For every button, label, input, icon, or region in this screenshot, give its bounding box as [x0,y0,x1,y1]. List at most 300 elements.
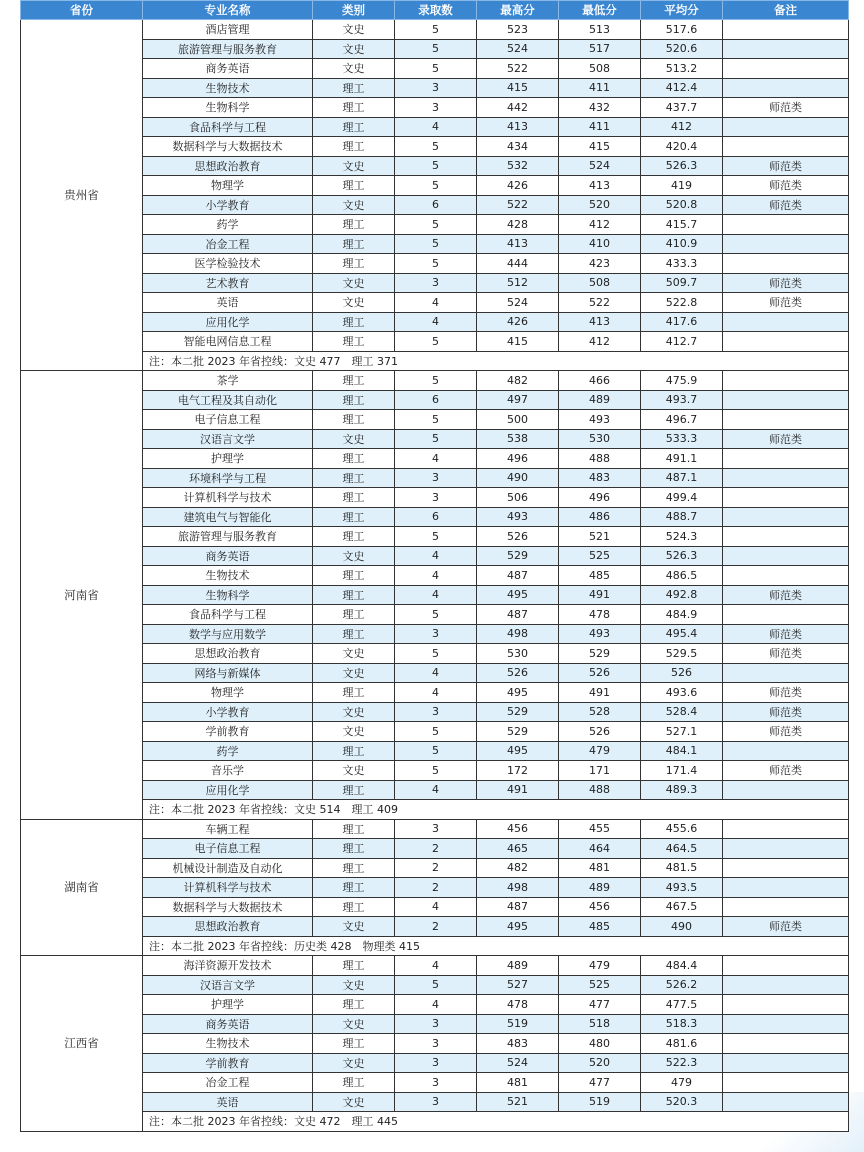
avg-score-cell: 419 [641,176,723,196]
avg-score-cell: 437.7 [641,98,723,118]
min-score-cell: 411 [559,117,641,137]
table-header-row [21,1,849,20]
category-cell: 理工 [313,215,395,235]
category-cell: 理工 [313,605,395,625]
min-score-cell: 526 [559,663,641,683]
remark-cell [723,858,849,878]
remark-cell: 师范类 [723,917,849,937]
category-cell: 文史 [313,20,395,40]
category-cell: 理工 [313,449,395,469]
min-score-cell: 513 [559,20,641,40]
remark-cell [723,975,849,995]
avg-score-cell: 487.1 [641,468,723,488]
max-score-cell: 498 [477,878,559,898]
province-cell: 江西省 [21,956,143,1132]
min-score-cell: 413 [559,176,641,196]
category-cell: 文史 [313,722,395,742]
max-score-cell: 538 [477,429,559,449]
remark-cell [723,605,849,625]
max-score-cell: 506 [477,488,559,508]
major-cell: 应用化学 [143,780,313,800]
category-cell: 理工 [313,1034,395,1054]
max-score-cell: 478 [477,995,559,1015]
admitted-cell: 2 [395,858,477,878]
remark-cell [723,215,849,235]
avg-score-cell: 522.3 [641,1053,723,1073]
admitted-cell: 4 [395,449,477,469]
min-score-cell: 488 [559,449,641,469]
min-score-cell: 412 [559,215,641,235]
admitted-cell: 4 [395,780,477,800]
max-score-cell: 481 [477,1073,559,1093]
table-row [21,722,849,742]
table-row [21,975,849,995]
min-score-cell: 412 [559,332,641,352]
max-score-cell: 496 [477,449,559,469]
note-row [21,1112,849,1132]
note-row [21,351,849,371]
max-score-cell: 415 [477,332,559,352]
header-min-score: 最低分 [559,1,641,20]
table-row [21,663,849,683]
avg-score-cell: 527.1 [641,722,723,742]
remark-cell [723,20,849,40]
remark-cell: 师范类 [723,722,849,742]
avg-score-cell: 433.3 [641,254,723,274]
admitted-cell: 3 [395,1053,477,1073]
remark-cell: 师范类 [723,195,849,215]
admitted-cell: 5 [395,527,477,547]
remark-cell [723,897,849,917]
major-cell: 网络与新媒体 [143,663,313,683]
admitted-cell: 5 [395,59,477,79]
avg-score-cell: 528.4 [641,702,723,722]
max-score-cell: 172 [477,761,559,781]
max-score-cell: 524 [477,39,559,59]
note-row [21,936,849,956]
major-cell: 学前教育 [143,722,313,742]
remark-cell [723,449,849,469]
admitted-cell: 3 [395,1014,477,1034]
admitted-cell: 5 [395,215,477,235]
avg-score-cell: 491.1 [641,449,723,469]
max-score-cell: 415 [477,78,559,98]
category-cell: 理工 [313,956,395,976]
category-cell: 理工 [313,878,395,898]
major-cell: 计算机科学与技术 [143,878,313,898]
avg-score-cell: 475.9 [641,371,723,391]
admitted-cell: 5 [395,429,477,449]
min-score-cell: 491 [559,585,641,605]
avg-score-cell: 518.3 [641,1014,723,1034]
min-score-cell: 415 [559,137,641,157]
admitted-cell: 3 [395,702,477,722]
avg-score-cell: 526.2 [641,975,723,995]
min-score-cell: 525 [559,546,641,566]
major-cell: 英语 [143,1092,313,1112]
avg-score-cell: 477.5 [641,995,723,1015]
remark-cell [723,780,849,800]
remark-cell: 师范类 [723,293,849,313]
table-row [21,819,849,839]
min-score-cell: 423 [559,254,641,274]
remark-cell [723,566,849,586]
category-cell: 文史 [313,761,395,781]
remark-cell: 师范类 [723,683,849,703]
major-cell: 思想政治教育 [143,156,313,176]
major-cell: 茶学 [143,371,313,391]
remark-cell [723,1073,849,1093]
min-score-cell: 171 [559,761,641,781]
admitted-cell: 5 [395,371,477,391]
max-score-cell: 434 [477,137,559,157]
category-cell: 理工 [313,410,395,430]
category-cell: 理工 [313,371,395,391]
min-score-cell: 479 [559,741,641,761]
remark-cell [723,39,849,59]
category-cell: 理工 [313,624,395,644]
remark-cell [723,254,849,274]
header-category: 类别 [313,1,395,20]
major-cell: 环境科学与工程 [143,468,313,488]
cutoff-note: 注：本二批 2023 年省控线：文史 477 理工 371 [143,351,849,371]
table-row [21,644,849,664]
remark-cell [723,527,849,547]
max-score-cell: 521 [477,1092,559,1112]
max-score-cell: 529 [477,722,559,742]
admitted-cell: 5 [395,975,477,995]
major-cell: 商务英语 [143,1014,313,1034]
major-cell: 计算机科学与技术 [143,488,313,508]
avg-score-cell: 495.4 [641,624,723,644]
min-score-cell: 491 [559,683,641,703]
category-cell: 文史 [313,1053,395,1073]
major-cell: 生物科学 [143,98,313,118]
min-score-cell: 477 [559,995,641,1015]
category-cell: 理工 [313,488,395,508]
min-score-cell: 485 [559,566,641,586]
max-score-cell: 519 [477,1014,559,1034]
major-cell: 音乐学 [143,761,313,781]
remark-cell [723,819,849,839]
major-cell: 数据科学与大数据技术 [143,137,313,157]
max-score-cell: 532 [477,156,559,176]
max-score-cell: 491 [477,780,559,800]
admitted-cell: 5 [395,741,477,761]
category-cell: 理工 [313,332,395,352]
avg-score-cell: 486.5 [641,566,723,586]
min-score-cell: 524 [559,156,641,176]
table-row [21,546,849,566]
avg-score-cell: 484.1 [641,741,723,761]
min-score-cell: 410 [559,234,641,254]
major-cell: 生物技术 [143,1034,313,1054]
avg-score-cell: 522.8 [641,293,723,313]
max-score-cell: 493 [477,507,559,527]
table-row [21,605,849,625]
admitted-cell: 4 [395,995,477,1015]
table-row [21,195,849,215]
category-cell: 文史 [313,663,395,683]
major-cell: 冶金工程 [143,234,313,254]
min-score-cell: 489 [559,390,641,410]
table-row [21,917,849,937]
remark-cell [723,468,849,488]
admitted-cell: 5 [395,761,477,781]
major-cell: 药学 [143,741,313,761]
category-cell: 文史 [313,975,395,995]
table-row [21,156,849,176]
category-cell: 理工 [313,468,395,488]
avg-score-cell: 526.3 [641,156,723,176]
remark-cell: 师范类 [723,156,849,176]
admission-score-table [20,0,849,1132]
min-score-cell: 489 [559,878,641,898]
max-score-cell: 527 [477,975,559,995]
max-score-cell: 487 [477,605,559,625]
admitted-cell: 3 [395,1073,477,1093]
category-cell: 理工 [313,741,395,761]
min-score-cell: 464 [559,839,641,859]
max-score-cell: 524 [477,293,559,313]
remark-cell [723,741,849,761]
table-row [21,449,849,469]
remark-cell: 师范类 [723,176,849,196]
admitted-cell: 4 [395,683,477,703]
remark-cell [723,371,849,391]
avg-score-cell: 493.5 [641,878,723,898]
min-score-cell: 481 [559,858,641,878]
major-cell: 商务英语 [143,59,313,79]
avg-score-cell: 415.7 [641,215,723,235]
major-cell: 食品科学与工程 [143,605,313,625]
avg-score-cell: 412.4 [641,78,723,98]
max-score-cell: 529 [477,546,559,566]
min-score-cell: 480 [559,1034,641,1054]
category-cell: 文史 [313,917,395,937]
major-cell: 护理学 [143,995,313,1015]
remark-cell: 师范类 [723,273,849,293]
admitted-cell: 4 [395,566,477,586]
min-score-cell: 526 [559,722,641,742]
avg-score-cell: 455.6 [641,819,723,839]
min-score-cell: 530 [559,429,641,449]
major-cell: 思想政治教育 [143,644,313,664]
cutoff-note: 注：本二批 2023 年省控线：文史 514 理工 409 [143,800,849,820]
min-score-cell: 456 [559,897,641,917]
major-cell: 数据科学与大数据技术 [143,897,313,917]
category-cell: 理工 [313,137,395,157]
admitted-cell: 6 [395,390,477,410]
category-cell: 文史 [313,1014,395,1034]
admitted-cell: 5 [395,644,477,664]
category-cell: 理工 [313,897,395,917]
max-score-cell: 524 [477,1053,559,1073]
table-row [21,39,849,59]
min-score-cell: 413 [559,312,641,332]
admitted-cell: 6 [395,195,477,215]
min-score-cell: 508 [559,273,641,293]
table-row [21,527,849,547]
avg-score-cell: 467.5 [641,897,723,917]
admitted-cell: 4 [395,585,477,605]
major-cell: 药学 [143,215,313,235]
avg-score-cell: 524.3 [641,527,723,547]
table-row [21,839,849,859]
remark-cell [723,839,849,859]
admitted-cell: 3 [395,98,477,118]
max-score-cell: 529 [477,702,559,722]
remark-cell [723,1053,849,1073]
category-cell: 文史 [313,273,395,293]
category-cell: 理工 [313,858,395,878]
table-row [21,234,849,254]
major-cell: 小学教育 [143,195,313,215]
max-score-cell: 426 [477,176,559,196]
category-cell: 文史 [313,39,395,59]
category-cell: 理工 [313,839,395,859]
table-row [21,878,849,898]
major-cell: 生物技术 [143,78,313,98]
max-score-cell: 483 [477,1034,559,1054]
admitted-cell: 4 [395,293,477,313]
table-row [21,215,849,235]
max-score-cell: 495 [477,741,559,761]
admitted-cell: 3 [395,819,477,839]
avg-score-cell: 412 [641,117,723,137]
min-score-cell: 432 [559,98,641,118]
table-row [21,98,849,118]
admitted-cell: 4 [395,546,477,566]
table-row [21,761,849,781]
remark-cell: 师范类 [723,761,849,781]
avg-score-cell: 529.5 [641,644,723,664]
table-body [21,20,849,1132]
max-score-cell: 526 [477,527,559,547]
category-cell: 理工 [313,683,395,703]
category-cell: 文史 [313,156,395,176]
major-cell: 食品科学与工程 [143,117,313,137]
category-cell: 理工 [313,390,395,410]
max-score-cell: 498 [477,624,559,644]
remark-cell: 师范类 [723,429,849,449]
table-row [21,390,849,410]
remark-cell [723,117,849,137]
avg-score-cell: 484.4 [641,956,723,976]
min-score-cell: 411 [559,78,641,98]
major-cell: 电气工程及其自动化 [143,390,313,410]
remark-cell [723,390,849,410]
min-score-cell: 488 [559,780,641,800]
note-row [21,800,849,820]
min-score-cell: 517 [559,39,641,59]
major-cell: 学前教育 [143,1053,313,1073]
remark-cell [723,312,849,332]
max-score-cell: 522 [477,195,559,215]
remark-cell: 师范类 [723,585,849,605]
major-cell: 英语 [143,293,313,313]
major-cell: 旅游管理与服务教育 [143,527,313,547]
remark-cell: 师范类 [723,624,849,644]
table-row [21,1092,849,1112]
table-row [21,507,849,527]
table-row [21,254,849,274]
max-score-cell: 530 [477,644,559,664]
admitted-cell: 5 [395,39,477,59]
min-score-cell: 466 [559,371,641,391]
max-score-cell: 526 [477,663,559,683]
admitted-cell: 3 [395,624,477,644]
category-cell: 理工 [313,234,395,254]
table-row [21,585,849,605]
major-cell: 小学教育 [143,702,313,722]
avg-score-cell: 526.3 [641,546,723,566]
category-cell: 理工 [313,117,395,137]
table-row [21,1014,849,1034]
header-avg-score: 平均分 [641,1,723,20]
min-score-cell: 522 [559,293,641,313]
admitted-cell: 3 [395,273,477,293]
max-score-cell: 500 [477,410,559,430]
major-cell: 生物技术 [143,566,313,586]
province-cell: 湖南省 [21,819,143,956]
admitted-cell: 5 [395,410,477,430]
province-cell: 贵州省 [21,20,143,371]
admitted-cell: 3 [395,78,477,98]
remark-cell [723,332,849,352]
max-score-cell: 413 [477,234,559,254]
max-score-cell: 490 [477,468,559,488]
max-score-cell: 489 [477,956,559,976]
table-row [21,332,849,352]
cutoff-note: 注：本二批 2023 年省控线：历史类 428 物理类 415 [143,936,849,956]
category-cell: 理工 [313,507,395,527]
header-remark: 备注 [723,1,849,20]
major-cell: 汉语言文学 [143,975,313,995]
major-cell: 机械设计制造及自动化 [143,858,313,878]
major-cell: 艺术教育 [143,273,313,293]
admitted-cell: 4 [395,956,477,976]
province-cell: 河南省 [21,371,143,820]
category-cell: 理工 [313,566,395,586]
min-score-cell: 496 [559,488,641,508]
max-score-cell: 487 [477,897,559,917]
major-cell: 电子信息工程 [143,410,313,430]
max-score-cell: 413 [477,117,559,137]
remark-cell [723,78,849,98]
major-cell: 商务英语 [143,546,313,566]
table-row [21,702,849,722]
avg-score-cell: 520.3 [641,1092,723,1112]
header-admitted: 录取数 [395,1,477,20]
max-score-cell: 495 [477,683,559,703]
avg-score-cell: 417.6 [641,312,723,332]
table-row [21,273,849,293]
admitted-cell: 4 [395,663,477,683]
remark-cell [723,663,849,683]
max-score-cell: 444 [477,254,559,274]
min-score-cell: 525 [559,975,641,995]
category-cell: 文史 [313,59,395,79]
table-row [21,468,849,488]
major-cell: 智能电网信息工程 [143,332,313,352]
max-score-cell: 428 [477,215,559,235]
table-row [21,956,849,976]
major-cell: 生物科学 [143,585,313,605]
table-row [21,1073,849,1093]
remark-cell [723,507,849,527]
admitted-cell: 3 [395,488,477,508]
